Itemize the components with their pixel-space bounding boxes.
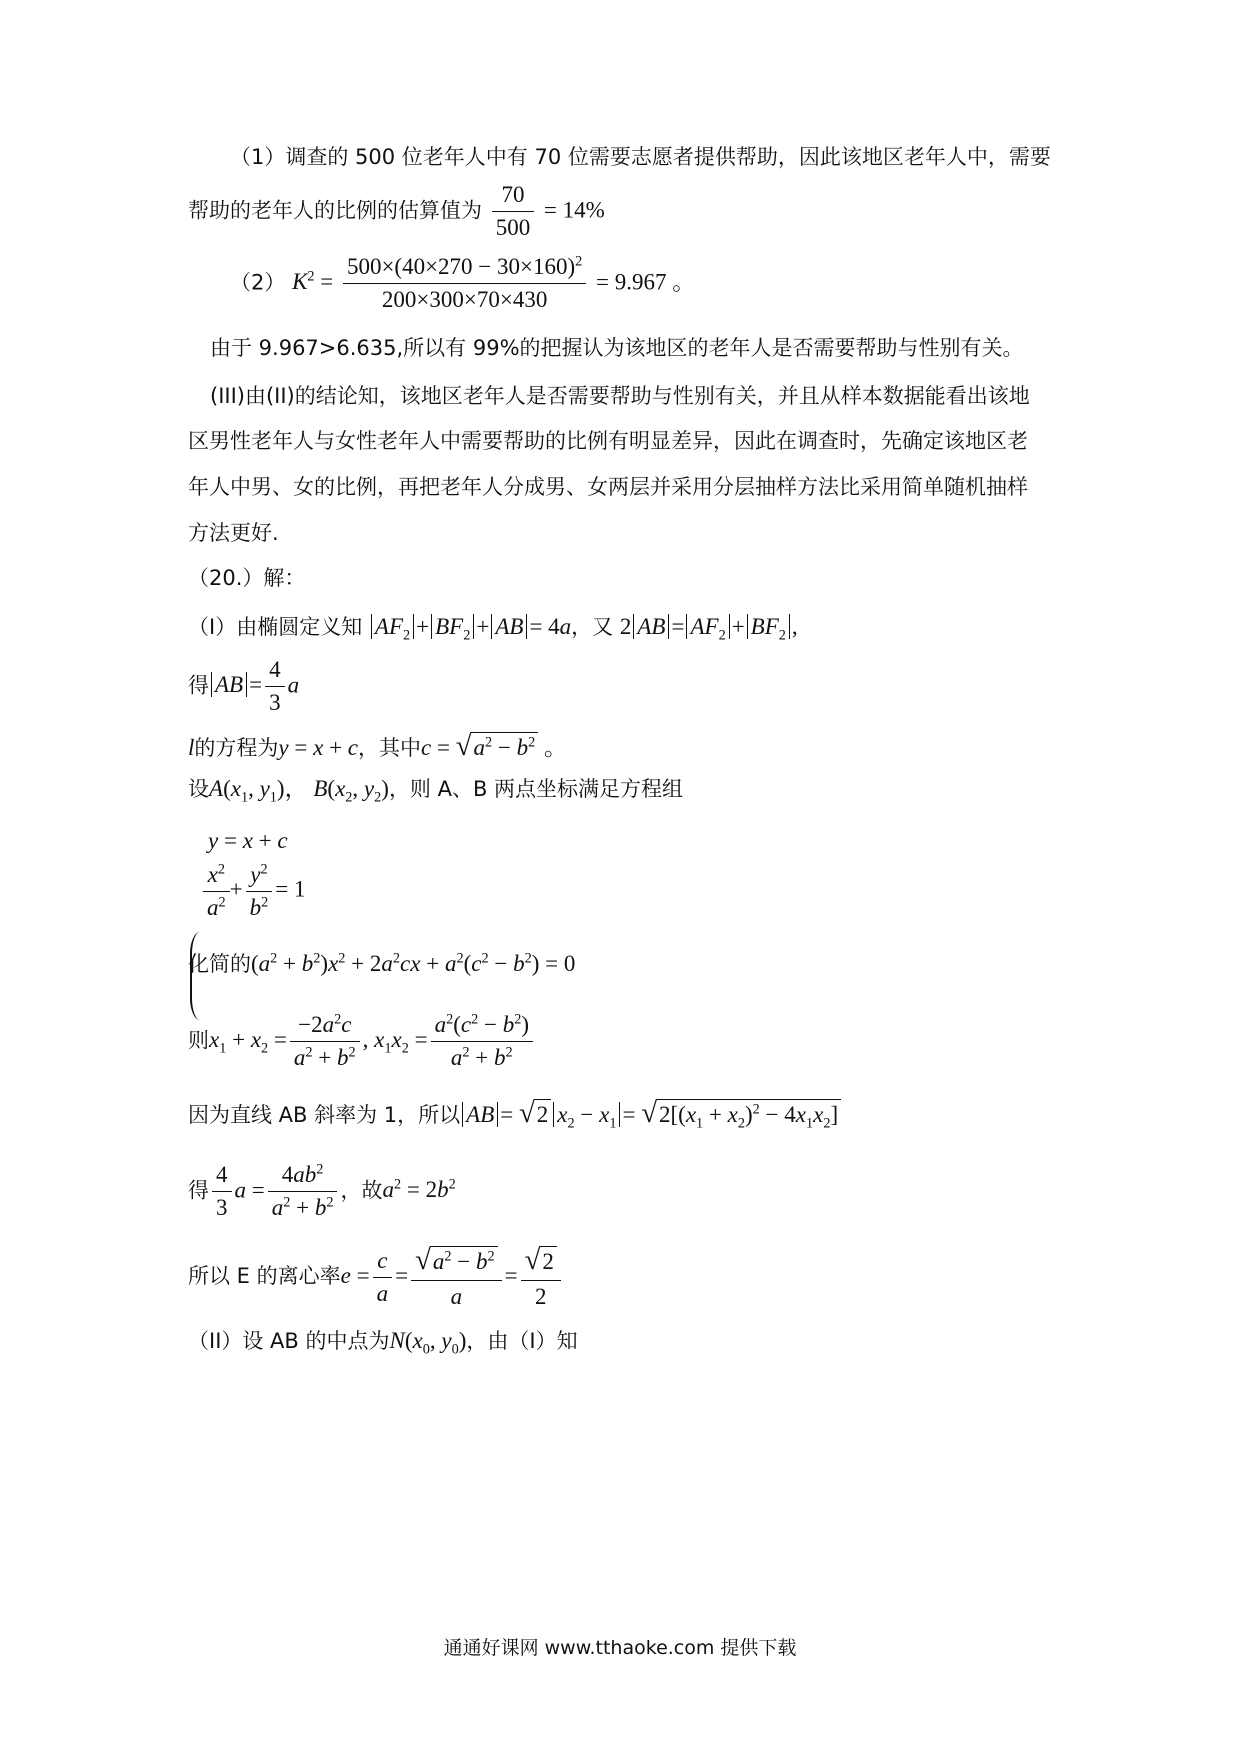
points-ab-line: 设$A(x_1$, $y_1$)， $B(x_2$, $y_2$)，则 A、B 两点坐标满足方程组 [188,776,684,806]
system-eq2: $\frac{x^2}{a^2}$ + $\frac{y^2}{b^2}$ = 1 [203,860,305,923]
part2-midpoint-line: （II）设 AB 的中点为$N(x_0$, $y_0$)，由（I）知 [188,1328,578,1358]
sum-fraction: $\frac{-2a^2c}{a^2 + b^2}$ [290,1010,360,1073]
simplify-line: 化简的$(a^2 + b^2)x^2 + 2a^2cx + a^2(c^2 - b^2) = 0$ [188,950,576,976]
part2-formula: （2） $K^2$ = $\frac{500\times(40\times 270 - 30\times 160)^2}{200\times 300\times 70\times 430}$ = 9.967 。 [230,252,695,315]
q20-part1-line: （I）由椭圆定义知 $AF_2 + BF_2$ + AB = 4a，又 2 AB = $AF_2 + BF_2$ , [188,614,798,644]
part3-line2: 区男性老年人与女性老年人中需要帮助的比例有明显差异，因此在调查时，先确定该地区老 [188,429,1028,453]
vieta-line: 则$x_1 + x_2$ = $\frac{-2a^2c}{a^2 + b^2}$ , $x_1x_2$ = $\frac{a^2(c^2 - b^2)}{a^2 + b^2}$ [188,1010,536,1073]
line-l-equation: l的方程为y = x + c，其中$c = √a^2 - b^2$ 。 [188,730,567,762]
product-fraction: $\frac{a^2(c^2 - b^2)}{a^2 + b^2}$ [431,1010,533,1073]
part1-text: 帮助的老年人的比例的估算值为 [188,198,482,223]
slope-line: 因为直线 AB 斜率为 1，所以 AB = √2 $x_2 - x_1 = √2[(x_1 + x_2)^2 - 4x_1x_2]$ [188,1095,841,1133]
eccentricity-line: 所以 E 的离心率e = $\frac{c}{a}$ = $\frac{√a^2 - b^2}{a}$ = $\frac{√2}{2}$ [188,1242,564,1312]
part3-line4: 方法更好. [188,521,279,545]
conclusion-text: 由于 9.967>6.635,所以有 99%的把握认为该地区的老年人是否需要帮助与性别有关。 [210,336,1024,360]
ab-fraction: $\frac{4ab^2}{a^2 + b^2}$ [268,1160,338,1223]
ecc-fraction: $\frac{√a^2 - b^2}{a}$ [411,1242,502,1312]
ab-length-line: 得 AB = $\frac{4}{3}$ a [188,655,299,718]
root2-over-2: $\frac{√2}{2}$ [521,1242,561,1312]
part1-line1: （1）调查的 500 位老年人中有 70 位需要志愿者提供帮助，因此该地区老年人中，需要 [230,145,1051,169]
part3-line3: 年人中男、女的比例，再把老年人分成男、女两层并采用分层抽样方法比采用简单随机抽样 [188,475,1028,499]
part1-line2 [188,180,605,243]
system-eq1: y = x + c [208,828,288,853]
part3-line1: (III)由(II)的结论知，该地区老年人是否需要帮助与性别有关，并且从样本数据能看出该地 [210,384,1030,408]
a-b-relation-line: 得 $\frac{4}{3}$ a = $\frac{4ab^2}{a^2 + b^2}$ ，故$a^2 = 2b^2$ [188,1160,456,1223]
k-squared-fraction: $\frac{500\times(40\times 270 - 30\times 160)^2}{200\times 300\times 70\times 430}$ [343,252,586,315]
part2-result: = 9.967 。 [595,269,696,295]
four-thirds-fraction: $\frac{4}{3}$ [265,655,285,718]
fraction-70-500: $\frac{70}{500}$ [492,180,535,243]
part1-result: = 14% [543,197,605,223]
part2-label: （2） [230,270,286,295]
q20-heading: （20.）解： [188,566,306,590]
footer-credit: 通通好课网 www.tthaoke.com 提供下载 [443,1637,797,1659]
